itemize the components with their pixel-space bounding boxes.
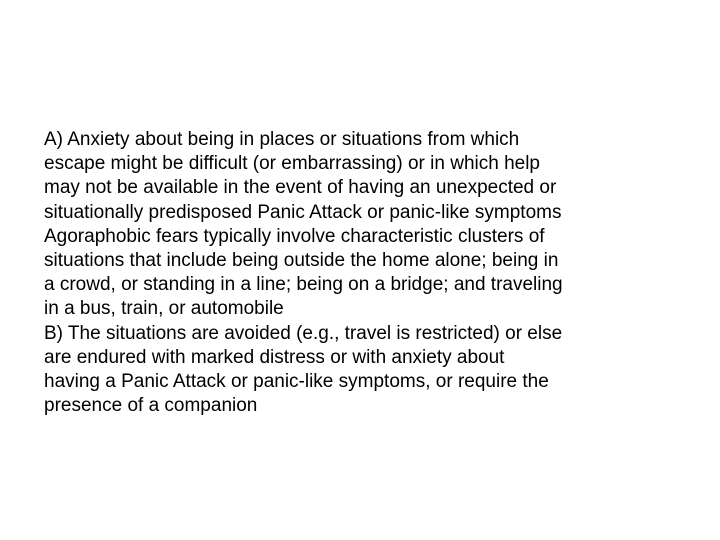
text-line: Agoraphobic fears typically involve characteristic clusters of: [44, 225, 545, 247]
text-line: escape might be difficult (or embarrassing) or in which help: [44, 153, 540, 175]
text-line: situations that include being outside the home alone; being in: [44, 250, 559, 272]
text-line: situationally predisposed Panic Attack or panic-like symptoms: [44, 201, 562, 223]
text-line: presence of a companion: [44, 395, 258, 417]
text-line: having a Panic Attack or panic-like symptoms, or require the: [44, 371, 549, 393]
paragraph-agoraphobic-fears: [44, 225, 684, 322]
text-line: are endured with marked distress or with anxiety about: [44, 346, 505, 368]
text-line: B) The situations are avoided (e.g., travel is restricted) or else: [44, 322, 563, 344]
text-line: A) Anxiety about being in places or situations from which: [44, 129, 520, 150]
text-line: a crowd, or standing in a line; being on a bridge; and traveling: [44, 274, 563, 296]
paragraph-criterion-b: [44, 322, 684, 419]
text-line: in a bus, train, or automobile: [44, 298, 284, 320]
text-line: may not be available in the event of having an unexpected or: [44, 177, 557, 199]
paragraph-criterion-a: [44, 128, 684, 225]
slide-body-text: [44, 128, 684, 418]
